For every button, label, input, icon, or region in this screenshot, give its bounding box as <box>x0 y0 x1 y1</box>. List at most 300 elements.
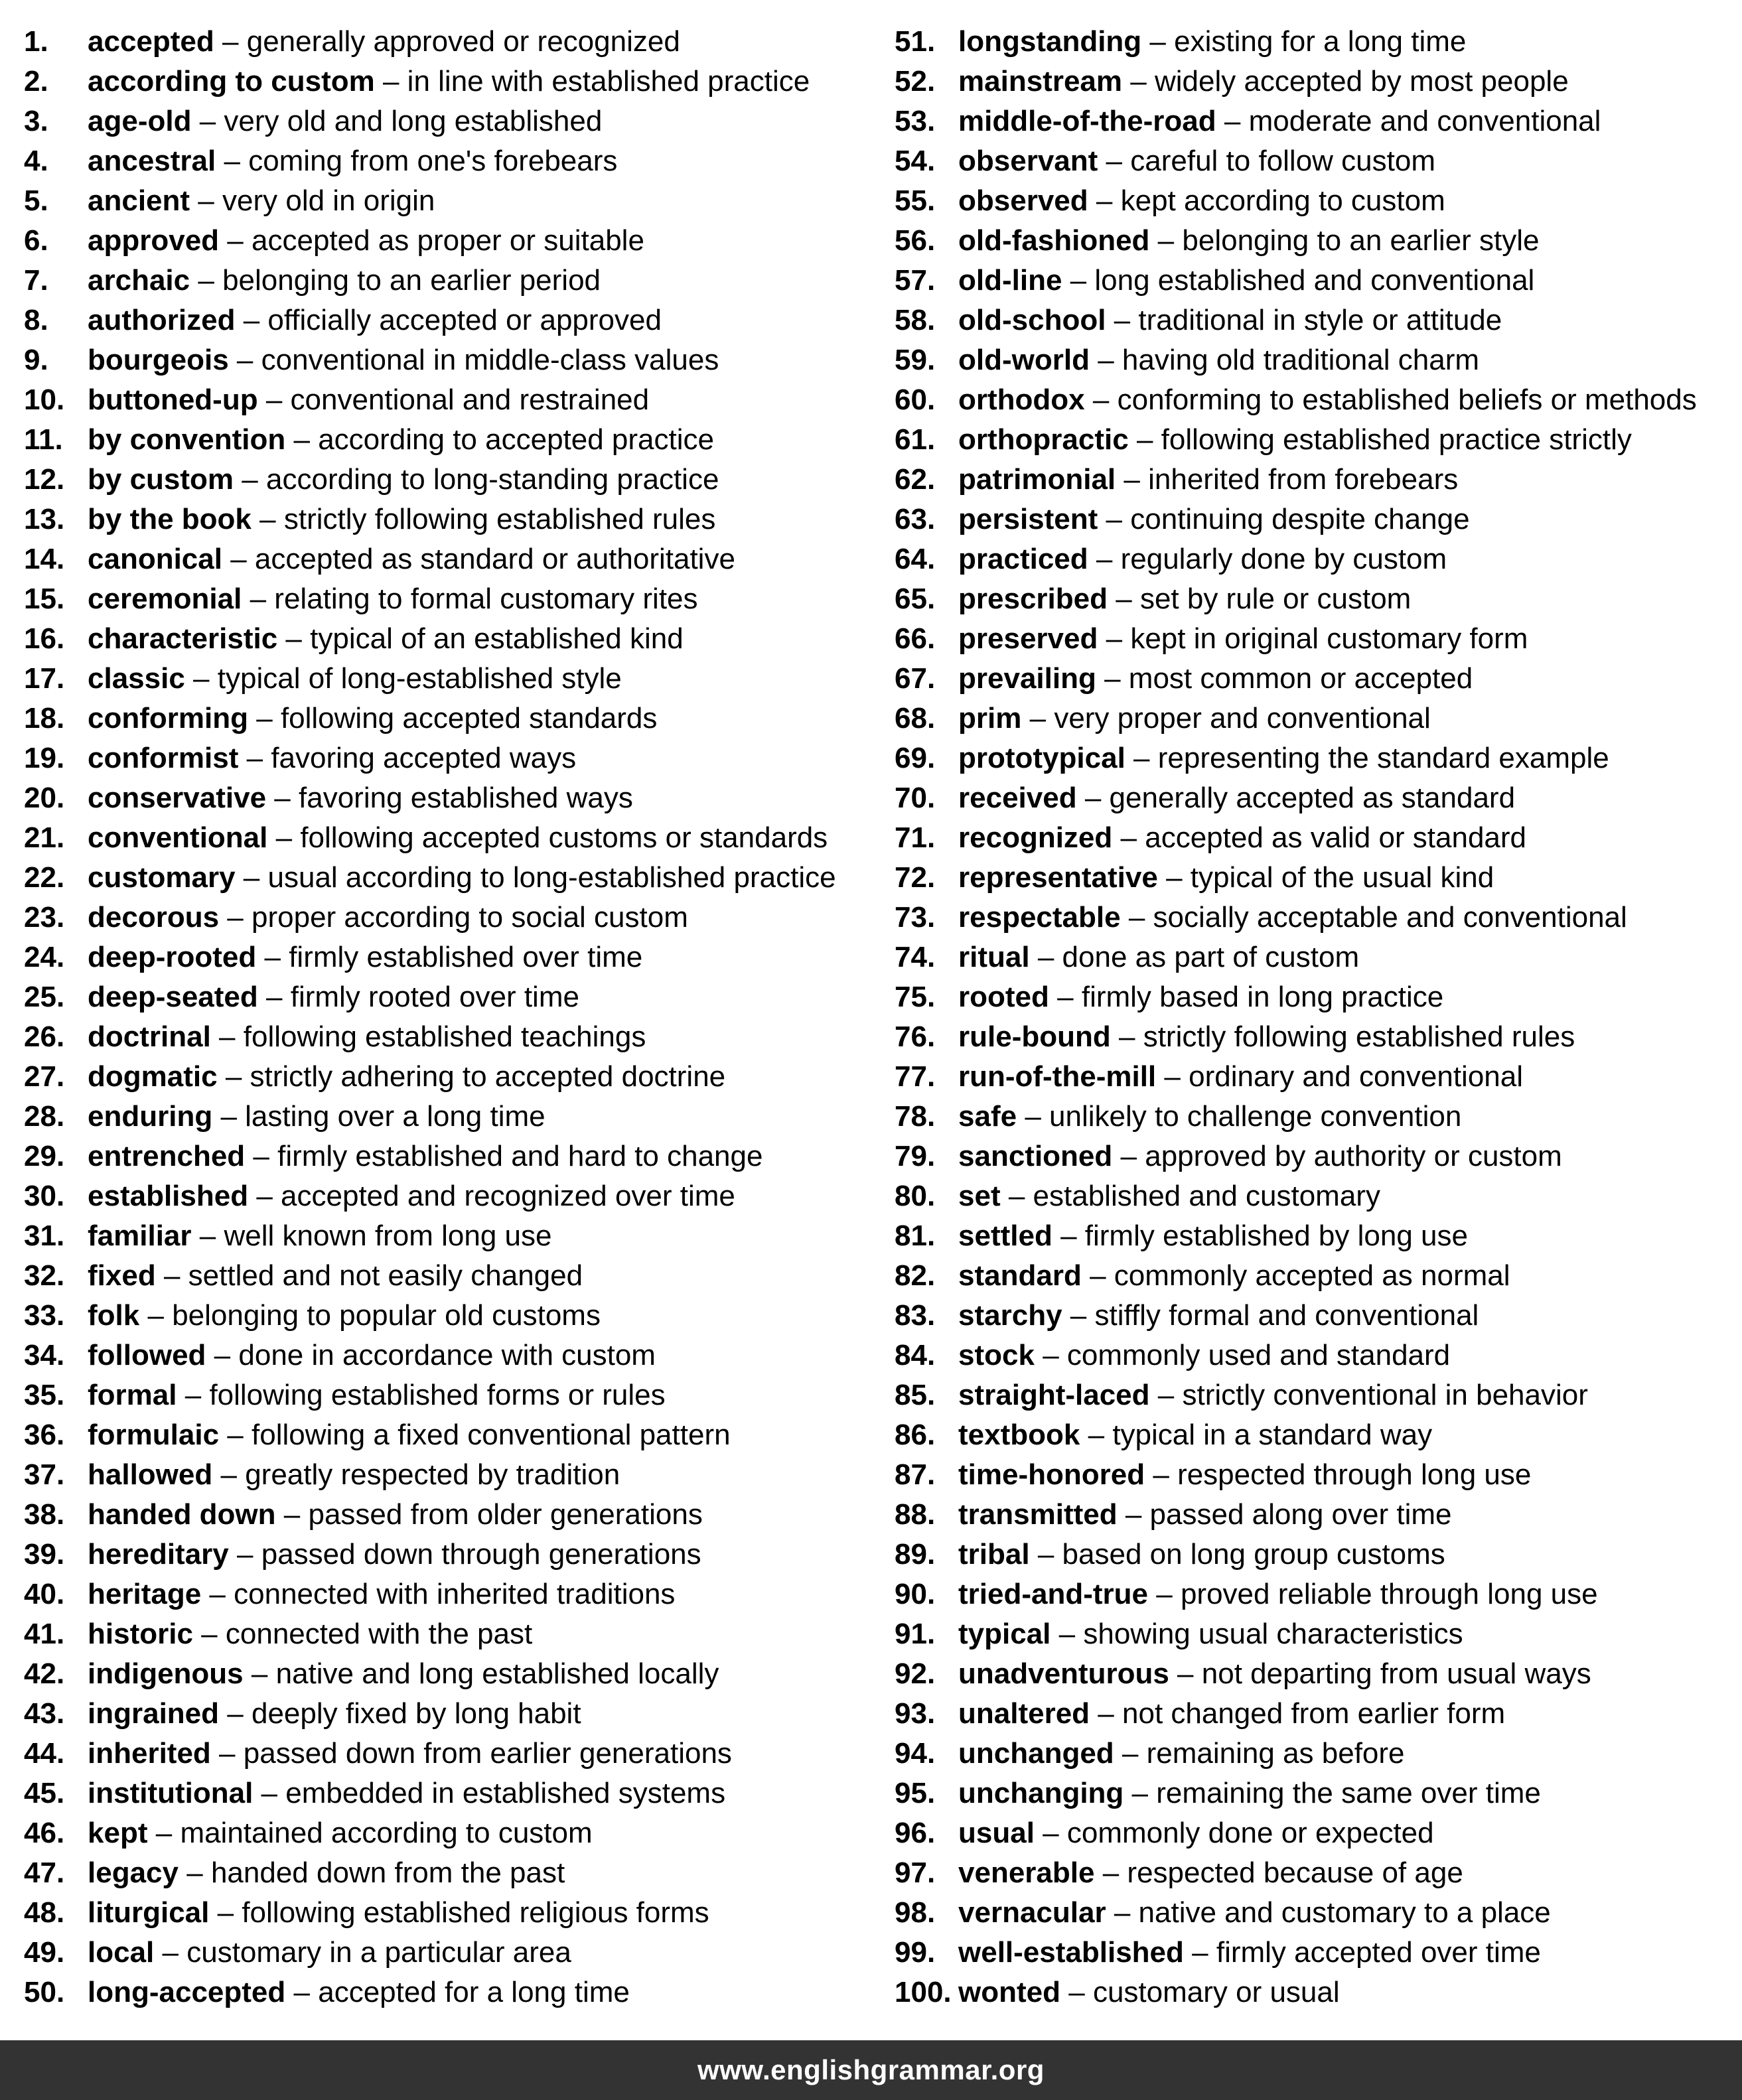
item-separator: – <box>199 105 216 137</box>
list-item <box>24 818 880 858</box>
item-separator: – <box>227 901 244 934</box>
item-word: accepted <box>88 25 214 58</box>
item-word: set <box>958 1180 1001 1212</box>
item-separator: – <box>1157 224 1175 257</box>
item-separator: – <box>274 782 291 814</box>
item-definition: very old in origin <box>222 184 435 217</box>
item-definition: commonly accepted as normal <box>1114 1259 1510 1292</box>
item-definition: accepted as standard or authoritative <box>254 543 735 575</box>
item-word: longstanding <box>958 25 1142 58</box>
item-number: 62. <box>895 463 936 496</box>
item-word: characteristic <box>88 622 278 655</box>
list-item <box>895 340 1742 380</box>
item-number: 93. <box>895 1697 936 1730</box>
item-definition: moderate and conventional <box>1248 105 1601 137</box>
item-definition: generally approved or recognized <box>246 25 680 58</box>
item-number: 19. <box>24 742 65 774</box>
item-number: 29. <box>24 1140 65 1172</box>
item-separator: – <box>1114 1896 1131 1929</box>
item-definition: following established religious forms <box>242 1896 709 1929</box>
list-item <box>895 221 1742 261</box>
item-definition: typical of the usual kind <box>1190 861 1494 894</box>
item-number: 76. <box>895 1020 936 1053</box>
item-word: conforming <box>88 702 248 735</box>
list-item <box>895 1336 1742 1375</box>
item-separator: – <box>1125 1498 1142 1531</box>
item-separator: – <box>264 941 281 973</box>
item-word: usual <box>958 1817 1035 1849</box>
item-number: 74. <box>895 941 936 973</box>
item-definition: conventional in middle-class values <box>261 344 719 376</box>
list-item <box>895 1893 1742 1933</box>
item-definition: typical of long-established style <box>217 662 622 695</box>
item-number: 66. <box>895 622 936 655</box>
item-separator: – <box>1025 1100 1041 1133</box>
item-separator: – <box>198 184 214 217</box>
item-definition: firmly established over time <box>289 941 643 973</box>
list-item <box>24 1694 880 1734</box>
item-definition: greatly respected by tradition <box>245 1458 620 1491</box>
item-number: 97. <box>895 1856 936 1889</box>
item-number: 33. <box>24 1299 65 1332</box>
item-number: 30. <box>24 1180 65 1212</box>
item-separator: – <box>1043 1339 1059 1371</box>
item-number: 35. <box>24 1379 65 1411</box>
item-word: buttoned-up <box>88 384 258 416</box>
list-item <box>24 181 880 221</box>
item-separator: – <box>222 25 239 58</box>
item-separator: – <box>220 1100 237 1133</box>
item-word: respectable <box>958 901 1121 934</box>
item-word: approved <box>88 224 220 257</box>
list-item <box>24 1853 880 1893</box>
item-definition: existing for a long time <box>1174 25 1467 58</box>
item-separator: – <box>147 1299 164 1332</box>
list-item <box>895 1097 1742 1137</box>
item-word: rule-bound <box>958 1020 1111 1053</box>
item-definition: well known from long use <box>224 1220 552 1252</box>
item-word: long-accepted <box>88 1976 286 2008</box>
item-word: transmitted <box>958 1498 1118 1531</box>
list-item <box>24 1415 880 1455</box>
item-number: 71. <box>895 821 936 854</box>
item-separator: – <box>1088 1419 1105 1451</box>
item-word: representative <box>958 861 1158 894</box>
item-separator: – <box>1157 1379 1175 1411</box>
list-item <box>895 738 1742 778</box>
item-word: run-of-the-mill <box>958 1060 1157 1093</box>
list-item <box>895 181 1742 221</box>
item-number: 50. <box>24 1976 65 2008</box>
item-separator: – <box>1029 702 1047 735</box>
list-item <box>895 500 1742 539</box>
item-separator: – <box>1136 423 1153 456</box>
item-word: mainstream <box>958 65 1123 98</box>
item-number: 9. <box>24 344 48 376</box>
item-word: formulaic <box>88 1419 220 1451</box>
item-separator: – <box>230 543 247 575</box>
item-word: decorous <box>88 901 220 934</box>
item-word: practiced <box>958 543 1088 575</box>
item-word: middle-of-the-road <box>958 105 1216 137</box>
list-item <box>24 1813 880 1853</box>
item-separator: – <box>259 503 276 535</box>
item-separator: – <box>227 1697 244 1730</box>
item-separator: – <box>283 1498 301 1531</box>
item-separator: – <box>186 1856 203 1889</box>
item-word: vernacular <box>958 1896 1106 1929</box>
list-item <box>895 460 1742 500</box>
item-definition: established and customary <box>1033 1180 1380 1212</box>
list-item <box>24 1017 880 1057</box>
list-item <box>895 1176 1742 1216</box>
item-number: 77. <box>895 1060 936 1093</box>
list-item <box>24 619 880 659</box>
item-definition: typical in a standard way <box>1112 1419 1433 1451</box>
item-separator: – <box>246 742 263 774</box>
item-separator: – <box>162 1936 179 1969</box>
item-number: 2. <box>24 65 48 98</box>
item-definition: strictly following established rules <box>283 503 716 535</box>
item-number: 48. <box>24 1896 65 1929</box>
list-item <box>24 1057 880 1097</box>
item-definition: not departing from usual ways <box>1201 1657 1591 1690</box>
item-definition: passed along over time <box>1149 1498 1452 1531</box>
item-separator: – <box>243 304 260 336</box>
item-word: formal <box>88 1379 177 1411</box>
item-definition: continuing despite change <box>1130 503 1470 535</box>
item-number: 68. <box>895 702 936 735</box>
item-word: preserved <box>958 622 1098 655</box>
item-separator: – <box>256 702 273 735</box>
item-separator: – <box>1177 1657 1194 1690</box>
list-item <box>24 221 880 261</box>
item-word: historic <box>88 1618 193 1650</box>
item-number: 53. <box>895 105 936 137</box>
list-item <box>895 1296 1742 1336</box>
item-separator: – <box>265 384 283 416</box>
list-item <box>895 778 1742 818</box>
item-separator: – <box>214 1339 231 1371</box>
item-separator: – <box>225 1060 242 1093</box>
item-separator: – <box>293 423 310 456</box>
list-item <box>895 1933 1742 1973</box>
list-item <box>24 938 880 977</box>
item-definition: favoring accepted ways <box>271 742 577 774</box>
item-number: 10. <box>24 384 65 416</box>
item-separator: – <box>1104 662 1121 695</box>
item-number: 6. <box>24 224 48 257</box>
item-word: received <box>958 782 1077 814</box>
item-number: 20. <box>24 782 65 814</box>
item-definition: respected because of age <box>1127 1856 1463 1889</box>
item-separator: – <box>184 1379 202 1411</box>
item-word: ancestral <box>88 145 216 177</box>
item-number: 14. <box>24 543 65 575</box>
list-item <box>895 1853 1742 1893</box>
item-definition: traditional in style or attitude <box>1138 304 1502 336</box>
list-item <box>24 420 880 460</box>
list-item <box>24 340 880 380</box>
list-item <box>895 539 1742 579</box>
list-item <box>895 1575 1742 1614</box>
item-word: persistent <box>958 503 1098 535</box>
item-number: 47. <box>24 1856 65 1889</box>
item-number: 64. <box>895 543 936 575</box>
item-number: 21. <box>24 821 65 854</box>
item-word: sanctioned <box>958 1140 1113 1172</box>
item-separator: – <box>1058 1618 1076 1650</box>
item-separator: – <box>217 1896 234 1929</box>
item-definition: belonging to an earlier style <box>1182 224 1540 257</box>
list-item <box>24 1216 880 1256</box>
item-word: fixed <box>88 1259 156 1292</box>
item-definition: maintained according to custom <box>180 1817 593 1849</box>
item-number: 31. <box>24 1220 65 1252</box>
item-word: prim <box>958 702 1022 735</box>
item-definition: handed down from the past <box>210 1856 565 1889</box>
list-item <box>24 977 880 1017</box>
list-item <box>24 380 880 420</box>
item-word: straight-laced <box>958 1379 1150 1411</box>
item-separator: – <box>1156 1578 1173 1610</box>
item-word: starchy <box>958 1299 1062 1332</box>
item-definition: according to long-standing practice <box>266 463 719 496</box>
right-column <box>895 22 1742 2012</box>
item-word: inherited <box>88 1737 211 1770</box>
item-definition: done in accordance with custom <box>238 1339 656 1371</box>
item-separator: – <box>242 463 258 496</box>
list-item <box>24 1336 880 1375</box>
list-item <box>24 1176 880 1216</box>
item-separator: – <box>224 145 240 177</box>
item-definition: very proper and conventional <box>1054 702 1431 735</box>
item-separator: – <box>1102 1856 1120 1889</box>
item-separator: – <box>1008 1180 1025 1212</box>
item-word: orthopractic <box>958 423 1129 456</box>
item-number: 23. <box>24 901 65 934</box>
list-item <box>895 1256 1742 1296</box>
item-number: 22. <box>24 861 65 894</box>
item-number: 16. <box>24 622 65 655</box>
list-item <box>895 938 1742 977</box>
item-number: 90. <box>895 1578 936 1610</box>
item-separator: – <box>1098 1697 1114 1730</box>
item-definition: accepted as proper or suitable <box>252 224 644 257</box>
item-definition: belonging to an earlier period <box>222 264 601 297</box>
list-item <box>24 1933 880 1973</box>
item-word: conventional <box>88 821 268 854</box>
item-separator: – <box>1153 1458 1169 1491</box>
item-word: observant <box>958 145 1098 177</box>
item-separator: – <box>193 662 210 695</box>
item-number: 65. <box>895 583 936 615</box>
item-definition: having old traditional charm <box>1122 344 1479 376</box>
item-word: customary <box>88 861 236 894</box>
item-number: 92. <box>895 1657 936 1690</box>
list-item <box>24 22 880 62</box>
item-number: 15. <box>24 583 65 615</box>
item-word: old-line <box>958 264 1062 297</box>
item-word: authorized <box>88 304 236 336</box>
item-definition: connected with the past <box>225 1618 533 1650</box>
item-word: indigenous <box>88 1657 244 1690</box>
item-separator: – <box>237 1538 254 1571</box>
list-item <box>24 898 880 938</box>
item-definition: set by rule or custom <box>1139 583 1412 615</box>
item-number: 95. <box>895 1777 936 1809</box>
list-item <box>24 1137 880 1176</box>
list-item <box>895 1535 1742 1575</box>
item-number: 89. <box>895 1538 936 1571</box>
item-word: legacy <box>88 1856 179 1889</box>
item-definition: very old and long established <box>224 105 603 137</box>
item-word: old-fashioned <box>958 224 1150 257</box>
list-item <box>895 1017 1742 1057</box>
item-definition: generally accepted as standard <box>1109 782 1516 814</box>
item-word: deep-seated <box>88 981 258 1013</box>
item-word: established <box>88 1180 249 1212</box>
footer-banner <box>0 2040 1742 2100</box>
list-item <box>895 1495 1742 1535</box>
item-separator: – <box>236 344 254 376</box>
item-number: 63. <box>895 503 936 535</box>
item-definition: customary or usual <box>1092 1976 1340 2008</box>
item-word: old-world <box>958 344 1090 376</box>
item-separator: – <box>1106 622 1123 655</box>
item-number: 61. <box>895 423 936 456</box>
list-item <box>24 1654 880 1694</box>
item-definition: conventional and restrained <box>290 384 650 416</box>
item-definition: most common or accepted <box>1128 662 1473 695</box>
item-word: stock <box>958 1339 1035 1371</box>
list-item <box>895 62 1742 102</box>
item-separator: – <box>199 1220 216 1252</box>
item-definition: connected with inherited traditions <box>234 1578 676 1610</box>
item-separator: – <box>1128 901 1145 934</box>
item-separator: – <box>163 1259 181 1292</box>
item-separator: – <box>1060 1220 1077 1252</box>
item-definition: native and long established locally <box>275 1657 719 1690</box>
item-word: unchanged <box>958 1737 1114 1770</box>
item-word: unaltered <box>958 1697 1090 1730</box>
item-definition: firmly established by long use <box>1084 1220 1468 1252</box>
item-definition: respected through long use <box>1177 1458 1532 1491</box>
item-definition: not changed from earlier form <box>1122 1697 1506 1730</box>
item-definition: following a fixed conventional pattern <box>252 1419 731 1451</box>
footer-url[interactable]: www.englishgrammar.org <box>697 2054 1045 2085</box>
item-separator: – <box>209 1578 226 1610</box>
item-word: enduring <box>88 1100 213 1133</box>
list-item <box>24 62 880 102</box>
list-item <box>895 1973 1742 2012</box>
list-item <box>24 1575 880 1614</box>
item-separator: – <box>1166 861 1183 894</box>
item-separator: – <box>261 1777 278 1809</box>
list-item <box>895 141 1742 181</box>
item-word: recognized <box>958 821 1113 854</box>
item-definition: following established teachings <box>243 1020 646 1053</box>
item-word: venerable <box>958 1856 1095 1889</box>
item-number: 46. <box>24 1817 65 1849</box>
item-word: deep-rooted <box>88 941 257 973</box>
item-number: 11. <box>24 423 63 456</box>
item-separator: – <box>253 1140 269 1172</box>
list-item <box>24 1495 880 1535</box>
item-definition: strictly following established rules <box>1143 1020 1575 1053</box>
item-number: 49. <box>24 1936 65 1969</box>
item-definition: proper according to social custom <box>252 901 688 934</box>
item-definition: typical of an established kind <box>310 622 684 655</box>
item-number: 73. <box>895 901 936 934</box>
item-word: familiar <box>88 1220 192 1252</box>
item-word: observed <box>958 184 1088 217</box>
item-definition: lasting over a long time <box>245 1100 545 1133</box>
item-word: rooted <box>958 981 1049 1013</box>
item-separator: – <box>1070 1299 1087 1332</box>
item-definition: accepted for a long time <box>318 1976 630 2008</box>
item-word: bourgeois <box>88 344 229 376</box>
item-number: 37. <box>24 1458 65 1491</box>
list-item <box>24 738 880 778</box>
item-number: 17. <box>24 662 65 695</box>
list-item <box>895 977 1742 1017</box>
item-definition: strictly conventional in behavior <box>1182 1379 1588 1411</box>
list-item <box>24 141 880 181</box>
list-item <box>895 1774 1742 1813</box>
list-item <box>24 1455 880 1495</box>
item-word: institutional <box>88 1777 254 1809</box>
item-word: handed down <box>88 1498 276 1531</box>
item-number: 40. <box>24 1578 65 1610</box>
item-word: by convention <box>88 423 286 456</box>
item-number: 67. <box>895 662 936 695</box>
item-separator: – <box>201 1618 218 1650</box>
item-definition: embedded in established systems <box>285 1777 726 1809</box>
item-word: prototypical <box>958 742 1125 774</box>
item-word: doctrinal <box>88 1020 211 1053</box>
item-separator: – <box>1096 543 1113 575</box>
item-word: local <box>88 1936 155 1969</box>
item-number: 52. <box>895 65 936 98</box>
list-item <box>895 1216 1742 1256</box>
item-definition: following accepted customs or standards <box>300 821 828 854</box>
item-separator: – <box>219 1020 236 1053</box>
item-number: 39. <box>24 1538 65 1571</box>
item-separator: – <box>1037 1538 1054 1571</box>
item-number: 42. <box>24 1657 65 1690</box>
list-item <box>24 102 880 141</box>
list-item <box>895 818 1742 858</box>
item-definition: accepted and recognized over time <box>281 1180 735 1212</box>
item-separator: – <box>1043 1817 1059 1849</box>
item-definition: passed down through generations <box>261 1538 701 1571</box>
item-word: tried-and-true <box>958 1578 1148 1610</box>
item-definition: strictly adhering to accepted doctrine <box>250 1060 726 1093</box>
item-word: ingrained <box>88 1697 220 1730</box>
item-word: liturgical <box>88 1896 210 1929</box>
item-separator: – <box>256 1180 273 1212</box>
item-number: 8. <box>24 304 48 336</box>
list-item <box>24 1375 880 1415</box>
item-number: 43. <box>24 1697 65 1730</box>
item-number: 96. <box>895 1817 936 1849</box>
item-separator: – <box>1149 25 1166 58</box>
list-item <box>895 380 1742 420</box>
list-item <box>895 659 1742 699</box>
item-number: 70. <box>895 782 936 814</box>
item-separator: – <box>1122 1737 1139 1770</box>
